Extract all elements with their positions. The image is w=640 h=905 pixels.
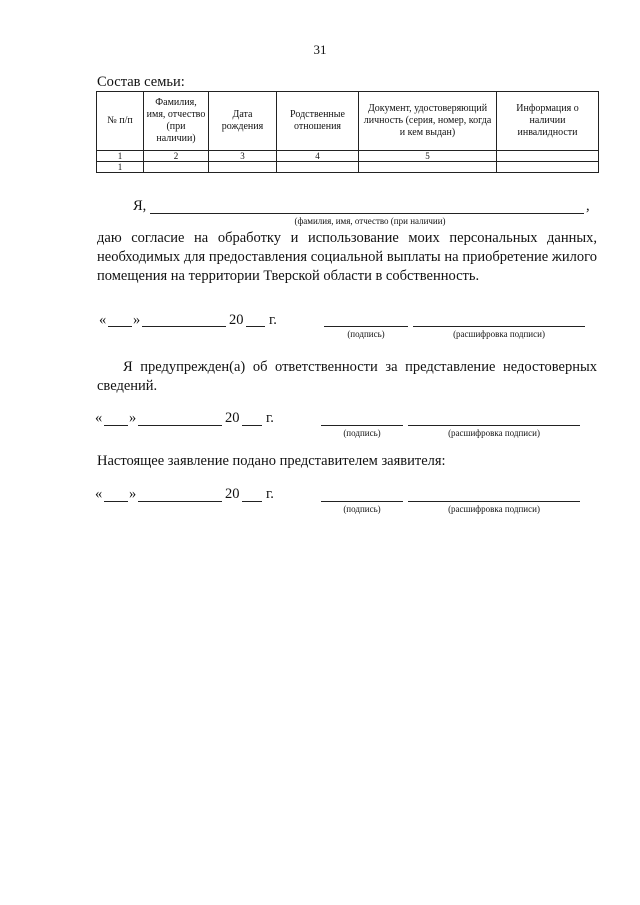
decryption-caption: (расшифровка подписи) — [453, 329, 545, 339]
warning-text: Я предупрежден(а) об ответственности за представление недостоверных сведений. — [97, 359, 597, 394]
column-header-id-document: Документ, удостоверяющий личность (серия, номер, когда и кем выдан) — [359, 92, 497, 151]
signature-line[interactable] — [324, 326, 408, 327]
date-open-quote: « — [95, 486, 103, 502]
date-open-quote: « — [99, 312, 107, 328]
full-name-caption: (фамилия, имя, отчество (при наличии) — [294, 216, 446, 226]
year-suffix: г. — [266, 410, 274, 426]
month-line[interactable] — [138, 501, 222, 502]
column-header-relationship: Родственные отношения — [277, 92, 359, 151]
table-row — [97, 162, 599, 173]
table-cell[interactable] — [144, 162, 209, 173]
day-line[interactable] — [108, 326, 132, 327]
date-close-quote: » — [129, 486, 137, 502]
consent-comma: , — [586, 198, 590, 214]
representative-text: Настоящее заявление подано представителем заявителя: — [97, 453, 446, 469]
decryption-line[interactable] — [408, 425, 580, 426]
table-header-row — [97, 92, 599, 151]
column-header-number: № п/п — [97, 92, 144, 151]
signature-caption: (подпись) — [343, 504, 381, 514]
year-line[interactable] — [242, 501, 262, 502]
decryption-caption: (расшифровка подписи) — [448, 504, 540, 514]
decryption-line[interactable] — [408, 501, 580, 502]
table-cell[interactable] — [497, 162, 599, 173]
decryption-caption: (расшифровка подписи) — [448, 428, 540, 438]
year-line[interactable] — [242, 425, 262, 426]
table-cell[interactable] — [277, 162, 359, 173]
table-numbering-row — [97, 151, 599, 162]
day-line[interactable] — [104, 425, 128, 426]
year-suffix: г. — [266, 486, 274, 502]
column-header-birth-date: Дата рождения — [209, 92, 277, 151]
family-section-title: Состав семьи: — [97, 74, 185, 90]
day-line[interactable] — [104, 501, 128, 502]
page-number: 31 — [313, 42, 327, 57]
year-prefix: 20 — [225, 410, 240, 426]
table-cell: 2 — [144, 151, 209, 162]
signature-caption: (подпись) — [343, 428, 381, 438]
month-line[interactable] — [142, 326, 226, 327]
month-line[interactable] — [138, 425, 222, 426]
date-open-quote: « — [95, 410, 103, 426]
year-prefix: 20 — [225, 486, 240, 502]
date-close-quote: » — [129, 410, 137, 426]
signature-caption: (подпись) — [347, 329, 385, 339]
table-cell — [497, 151, 599, 162]
year-suffix: г. — [269, 312, 277, 328]
table-cell: 4 — [277, 151, 359, 162]
family-table — [96, 91, 599, 173]
decryption-line[interactable] — [413, 326, 585, 327]
signature-line[interactable] — [321, 501, 403, 502]
table-cell[interactable] — [359, 162, 497, 173]
table-cell: 1 — [97, 151, 144, 162]
table-cell[interactable] — [209, 162, 277, 173]
year-prefix: 20 — [229, 312, 244, 328]
column-header-full-name: Фамилия, имя, отчество (при наличии) — [144, 92, 209, 151]
full-name-line[interactable] — [150, 213, 584, 214]
column-header-disability-info: Информация о наличии инвалидности — [497, 92, 599, 151]
date-close-quote: » — [133, 312, 141, 328]
table-cell: 3 — [209, 151, 277, 162]
table-cell: 1 — [97, 162, 144, 173]
signature-line[interactable] — [321, 425, 403, 426]
consent-prefix: Я, — [133, 198, 147, 214]
year-line[interactable] — [246, 326, 265, 327]
consent-text: даю согласие на обработку и использование моих персональных данных, необходимых для предоставления социальной выплаты на приобретение жилого помещения на территории Тверской области в собственность. — [97, 230, 597, 284]
table-cell: 5 — [359, 151, 497, 162]
